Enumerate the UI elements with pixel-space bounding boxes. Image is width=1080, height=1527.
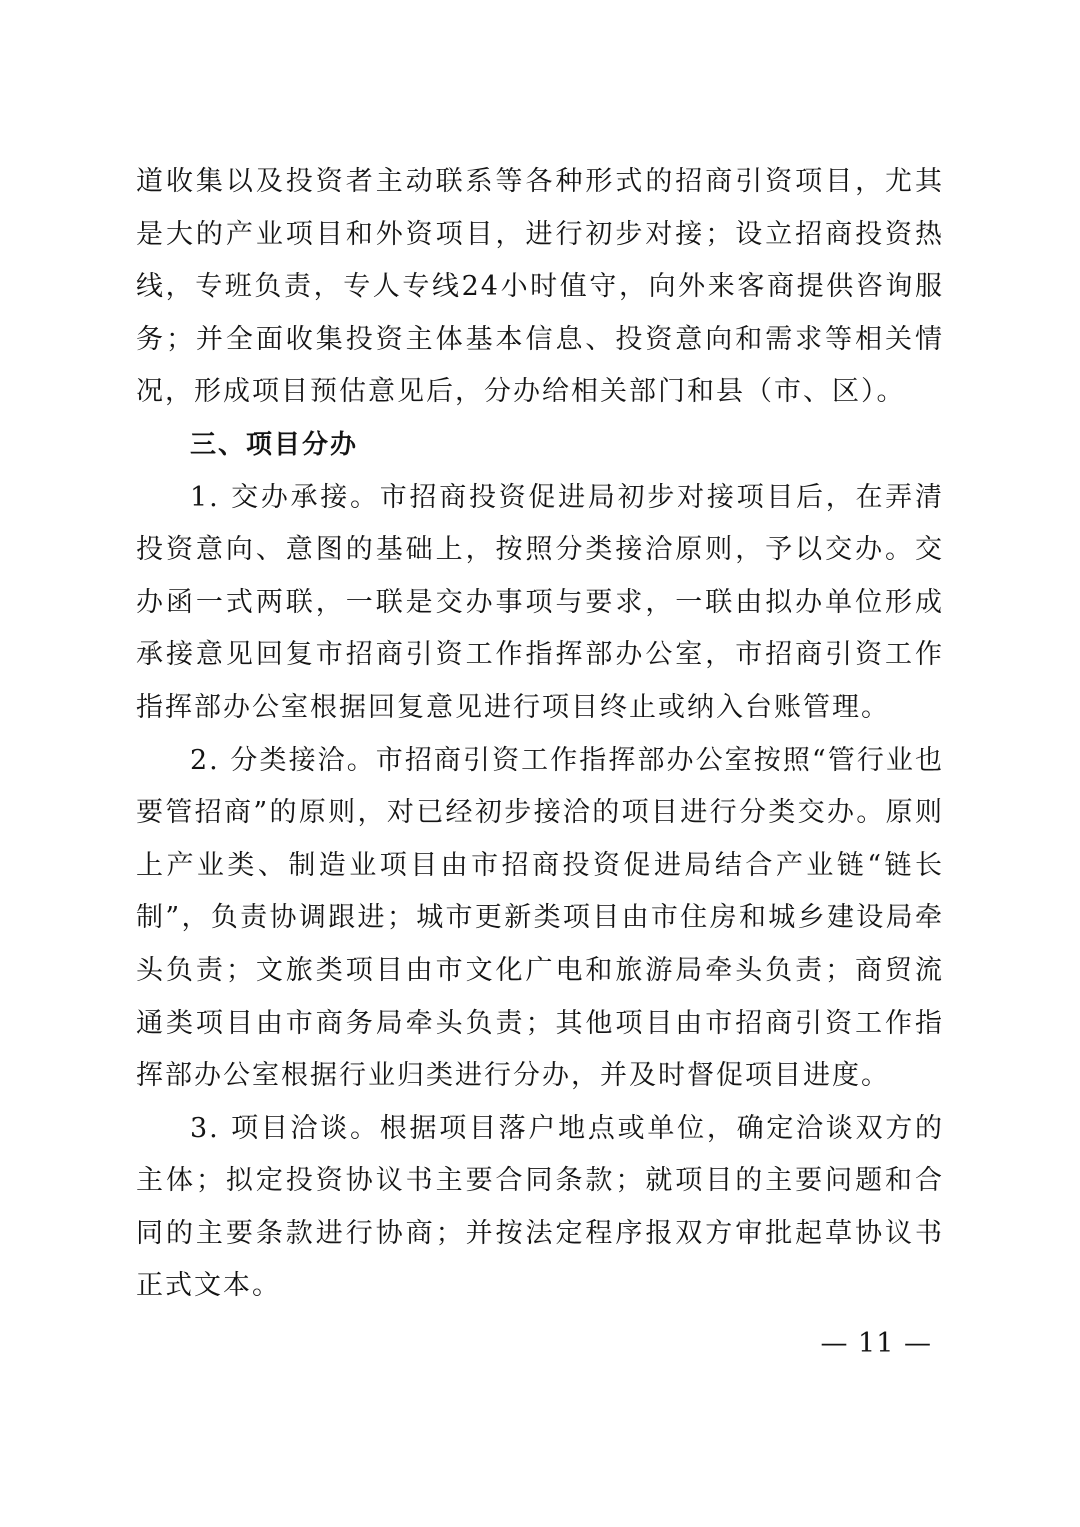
paragraph-negotiation: 3. 项目洽谈。根据项目落户地点或单位，确定洽谈双方的主体；拟定投资协议书主要合同条款；就项目的主要问题和合同的主要条款进行协商；并按法定程序报双方审批起草协议书正式文本。 [136, 1112, 944, 1302]
section-heading: 三、项目分办 [190, 429, 359, 460]
document-body [136, 156, 944, 1313]
paragraph-classification: 2. 分类接洽。市招商引资工作指挥部办公室按照“管行业也要管招商”的原则，对已经初步接洽的项目进行分类交办。原则上产业类、制造业项目由市招商投资促进局结合产业链“链长制”，负责协调跟进；城市更新类项目由市住房和城乡建设局牵头负责；文旅类项目由市文化广电和旅游局牵头负责；商贸流通类项目由市商务局牵头负责；其他项目由市招商引资工作指挥部办公室根据行业归类进行分办，并及时督促项目进度。 [136, 744, 944, 1092]
paragraph-intro: 道收集以及投资者主动联系等各种形式的招商引资项目，尤其是大的产业项目和外资项目，进行初步对接；设立招商投资热线，专班负责，专人专线24小时值守，向外来客商提供咨询服务；并全面收集投资主体基本信息、投资意向和需求等相关情况，形成项目预估意见后，分办给相关部门和县（市、区）。 [136, 166, 944, 408]
paragraph-handover: 1. 交办承接。市招商投资促进局初步对接项目后，在弄清投资意向、意图的基础上，按照分类接洽原则，予以交办。交办函一式两联，一联是交办事项与要求，一联由拟办单位形成承接意见回复市招商引资工作指挥部办公室，市招商引资工作指挥部办公室根据回复意见进行项目终止或纳入台账管理。 [136, 481, 944, 723]
page-number: — 11 — [820, 1328, 932, 1359]
